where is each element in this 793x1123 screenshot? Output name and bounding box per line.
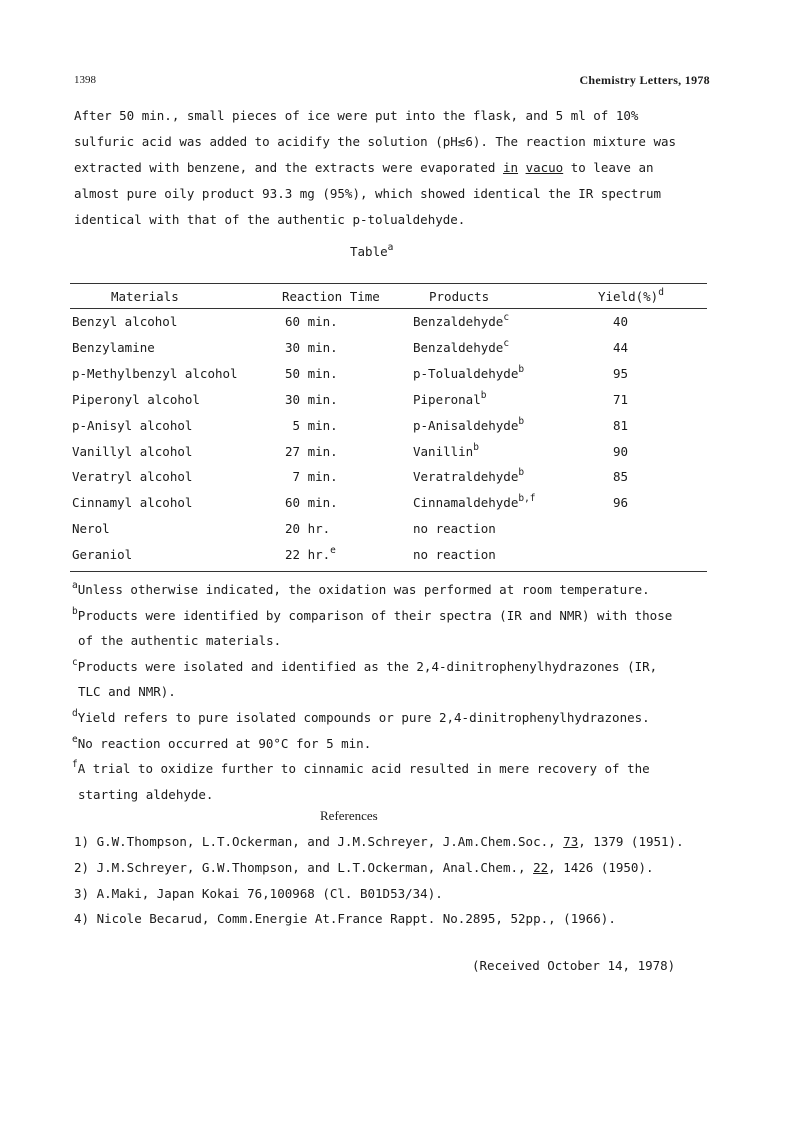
cell-reaction-time xyxy=(285,314,338,329)
reference-text: 4) Nicole Becarud, Comm.Energie At.France Rappt. No.2895, 52pp., (1966). xyxy=(74,911,616,926)
cell-reaction-time xyxy=(285,418,338,433)
cell-yield-text: 44 xyxy=(613,340,629,355)
cell-yield xyxy=(613,340,628,355)
cell-product-sup: c xyxy=(503,338,510,349)
footnote-text: of the authentic materials. xyxy=(78,633,282,648)
cell-product xyxy=(413,444,479,459)
cell-material xyxy=(72,469,192,484)
cell-product-sup: c xyxy=(503,312,510,323)
table-caption-text: Table xyxy=(350,244,388,259)
cell-reaction-time xyxy=(285,444,338,459)
footnote-text: No reaction occurred at 90°C for 5 min. xyxy=(77,736,372,751)
reference-text-tail: , 1426 (1950). xyxy=(548,860,654,875)
cell-reaction-time xyxy=(285,495,338,510)
footnote-b xyxy=(72,608,672,623)
cell-product xyxy=(413,392,486,407)
footnote-text: Products were identified by comparison of their spectra (IR and NMR) with those xyxy=(77,608,673,623)
cell-yield-text: 90 xyxy=(613,444,629,459)
cell-product-text: Cinnamaldehyde xyxy=(413,495,519,510)
footnote-text: Products were isolated and identified as the 2,4-dinitrophenylhydrazones (IR, xyxy=(77,659,658,674)
references-title: References xyxy=(320,808,378,823)
footnote-mark: c xyxy=(72,657,78,668)
cell-reaction-time xyxy=(285,366,338,381)
footnote-d xyxy=(72,710,650,725)
header-yield-text: Yield(%) xyxy=(598,289,659,304)
cell-reaction-time xyxy=(285,469,338,484)
reference-text: 2) J.M.Schreyer, G.W.Thompson, and L.T.Ockerman, Anal.Chem., xyxy=(74,860,534,875)
body-line-4: almost pure oily product 93.3 mg (95%), which showed identical the IR spectrum xyxy=(74,186,661,201)
footnote-c-cont xyxy=(78,684,176,699)
cell-product-sup: b xyxy=(473,442,479,453)
cell-material-text: Benzyl alcohol xyxy=(72,314,178,329)
cell-material-text: Vanillyl alcohol xyxy=(72,444,193,459)
footnote-a xyxy=(72,582,650,597)
cell-product-text: no reaction xyxy=(413,521,496,536)
footnote-text: starting aldehyde. xyxy=(78,787,214,802)
footnote-f xyxy=(72,761,650,776)
cell-yield xyxy=(613,392,628,407)
cell-product xyxy=(413,314,509,329)
cell-product-text: Benzaldehyde xyxy=(413,340,504,355)
footnote-text: Yield refers to pure isolated compounds or pure 2,4-dinitrophenylhydrazones. xyxy=(77,710,650,725)
reference-item xyxy=(74,860,654,875)
cell-reaction-time-text: 50 min. xyxy=(285,366,338,381)
cell-reaction-time xyxy=(285,521,330,536)
footnote-mark: e xyxy=(72,734,78,745)
cell-material-text: Geraniol xyxy=(72,547,133,562)
table-caption xyxy=(350,244,393,259)
cell-product xyxy=(413,547,496,562)
header-reaction-time: Reaction Time xyxy=(282,289,380,304)
header-products: Products xyxy=(429,289,490,304)
cell-yield-text: 95 xyxy=(613,366,629,381)
cell-product-text: Benzaldehyde xyxy=(413,314,504,329)
cell-material xyxy=(72,392,200,407)
cell-material-text: Piperonyl alcohol xyxy=(72,392,200,407)
cell-material xyxy=(72,314,177,329)
footnote-mark: a xyxy=(72,580,78,591)
table-bottom-rule xyxy=(70,571,707,572)
cell-material-text: p-Anisyl alcohol xyxy=(72,418,193,433)
cell-product xyxy=(413,495,536,510)
cell-yield xyxy=(613,314,628,329)
cell-yield xyxy=(613,469,628,484)
footnote-mark: f xyxy=(72,759,78,770)
footnote-text: Unless otherwise indicated, the oxidation was performed at room temperature. xyxy=(77,582,650,597)
cell-reaction-time-sup: e xyxy=(330,545,336,556)
cell-material-text: Cinnamyl alcohol xyxy=(72,495,193,510)
table-top-rule xyxy=(70,283,707,284)
cell-material xyxy=(72,444,192,459)
cell-material-text: Nerol xyxy=(72,521,110,536)
cell-product-sup: b,f xyxy=(518,493,536,504)
reference-item xyxy=(74,834,684,849)
cell-product-text: no reaction xyxy=(413,547,496,562)
cell-product-sup: b xyxy=(518,467,525,478)
page-number: 1398 xyxy=(74,74,96,86)
cell-reaction-time xyxy=(285,392,338,407)
cell-product xyxy=(413,469,524,484)
table-caption-sup: a xyxy=(387,242,394,253)
footnote-mark: b xyxy=(72,606,78,617)
cell-reaction-time-text: 20 hr. xyxy=(285,521,331,536)
cell-yield xyxy=(613,444,628,459)
cell-yield-text: 71 xyxy=(613,392,629,407)
body-line-5: identical with that of the authentic p-tolualdehyde. xyxy=(74,212,466,227)
reference-item xyxy=(74,911,616,926)
cell-product-sup: b xyxy=(518,364,525,375)
body-line-3-text: extracted with benzene, and the extracts were evaporated xyxy=(74,160,503,175)
cell-yield xyxy=(613,366,628,381)
cell-material-text: Benzylamine xyxy=(72,340,155,355)
in-italic: in xyxy=(502,160,519,175)
cell-yield-text: 96 xyxy=(613,495,629,510)
body-line-3 xyxy=(74,160,654,175)
body-line-3-tail: to leave an xyxy=(563,160,654,175)
cell-reaction-time-text: 7 min. xyxy=(285,469,338,484)
footnote-e xyxy=(72,736,371,751)
cell-material xyxy=(72,521,110,536)
cell-product-text: p-Tolualdehyde xyxy=(413,366,519,381)
cell-material-text: Veratryl alcohol xyxy=(72,469,193,484)
cell-product xyxy=(413,366,524,381)
footnote-text: A trial to oxidize further to cinnamic acid resulted in mere recovery of the xyxy=(77,761,650,776)
received-date: (Received October 14, 1978) xyxy=(472,958,676,973)
cell-material xyxy=(72,495,192,510)
footnote-f-cont xyxy=(78,787,213,802)
cell-yield xyxy=(613,495,628,510)
reference-volume: 22 xyxy=(533,860,549,875)
footnote-b-cont xyxy=(78,633,281,648)
reference-item xyxy=(74,886,443,901)
cell-product xyxy=(413,521,496,536)
cell-product-text: Veratraldehyde xyxy=(413,469,519,484)
header-materials: Materials xyxy=(111,289,179,304)
cell-material xyxy=(72,418,192,433)
cell-product-text: p-Anisaldehyde xyxy=(413,418,519,433)
journal-header: Chemistry Letters, 1978 xyxy=(579,73,710,87)
reference-text: 3) A.Maki, Japan Kokai 76,100968 (Cl. B01D53/34). xyxy=(74,886,443,901)
cell-reaction-time-text: 27 min. xyxy=(285,444,338,459)
header-yield-sup: d xyxy=(658,287,664,298)
header-yield xyxy=(598,289,664,304)
cell-material xyxy=(72,547,132,562)
cell-yield-text: 85 xyxy=(613,469,629,484)
cell-product xyxy=(413,418,524,433)
body-line-2: sulfuric acid was added to acidify the solution (pH≲6). The reaction mixture was xyxy=(74,134,677,149)
vacuo-italic: vacuo xyxy=(525,160,564,175)
cell-reaction-time xyxy=(285,547,336,562)
cell-material xyxy=(72,340,155,355)
footnote-mark: d xyxy=(72,708,78,719)
cell-reaction-time-text: 30 min. xyxy=(285,340,338,355)
body-line-1: After 50 min., small pieces of ice were put into the flask, and 5 ml of 10% xyxy=(74,108,639,123)
cell-yield xyxy=(613,418,628,433)
footnote-text: TLC and NMR). xyxy=(78,684,176,699)
cell-reaction-time-text: 22 hr. xyxy=(285,547,331,562)
reference-text-tail: , 1379 (1951). xyxy=(578,834,684,849)
reference-text: 1) G.W.Thompson, L.T.Ockerman, and J.M.Schreyer, J.Am.Chem.Soc., xyxy=(74,834,564,849)
cell-reaction-time-text: 5 min. xyxy=(285,418,338,433)
cell-material xyxy=(72,366,238,381)
footnote-c xyxy=(72,659,657,674)
cell-material-text: p-Methylbenzyl alcohol xyxy=(72,366,238,381)
cell-reaction-time-text: 60 min. xyxy=(285,314,338,329)
cell-reaction-time xyxy=(285,340,338,355)
cell-product-text: Piperonal xyxy=(413,392,481,407)
reference-volume: 73 xyxy=(563,834,579,849)
cell-product-text: Vanillin xyxy=(413,444,474,459)
cell-reaction-time-text: 60 min. xyxy=(285,495,338,510)
table-header-rule xyxy=(70,308,707,309)
cell-yield-text: 40 xyxy=(613,314,629,329)
cell-product xyxy=(413,340,509,355)
cell-yield-text: 81 xyxy=(613,418,629,433)
cell-product-sup: b xyxy=(480,390,487,401)
cell-reaction-time-text: 30 min. xyxy=(285,392,338,407)
cell-product-sup: b xyxy=(518,416,525,427)
